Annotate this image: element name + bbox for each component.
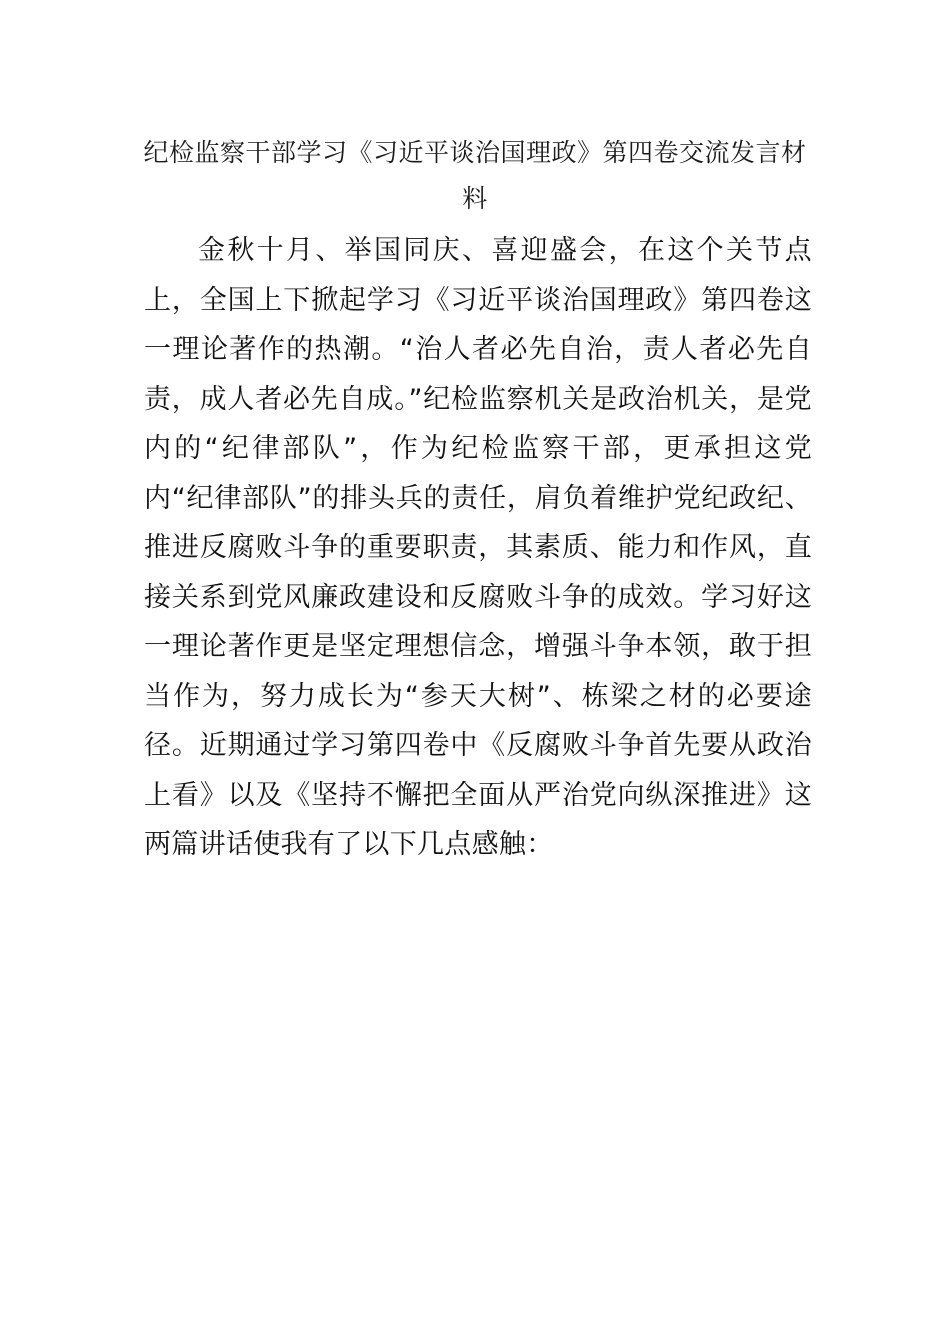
body-paragraph: 金秋十月、举国同庆、喜迎盛会，在这个关节点上，全国上下掀起学习《习近平谈治国理政》第四卷这一理论著作的热潮。“治人者必先自治，责人者必先自责，成人者必先自成。”纪检监察机关是政治机关，是党内的“纪律部队”，作为纪检监察干部，更承担这党内“纪律部队”的排头兵的责任，肩负着维护党纪政纪、推进反腐败斗争的重要职责，其素质、能力和作风，直接关系到党风廉政建设和反腐败斗争的成效。学习好这一理论著作更是坚定理想信念，增强斗争本领，敢于担当作为，努力成长为“参天大树”、栋梁之材的必要途径。近期通过学习第四卷中《反腐败斗争首先要从政治上看》以及《坚持不懈把全面从严治党向纵深推进》这两篇讲话使我有了以下几点感触： bbox=[144, 235, 812, 860]
document-title: 纪检监察干部学习《习近平谈治国理政》第四卷交流发言材料 bbox=[143, 138, 807, 213]
